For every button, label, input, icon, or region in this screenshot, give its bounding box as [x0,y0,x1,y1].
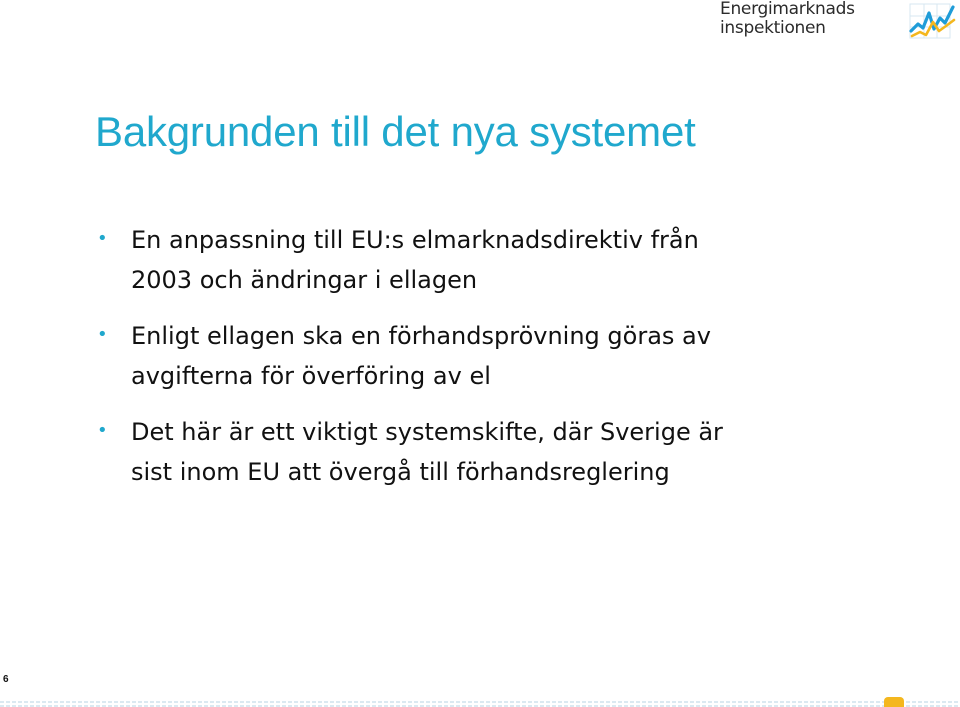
bullet-list [95,220,895,508]
bullet-point-icon: • [97,228,108,249]
logo-line-1: Energimarknads [720,0,855,19]
bullet-line: avgifterna för överföring av el [131,362,491,390]
bullet-line: Det här är ett viktigt systemskifte, där Sverige är [131,418,723,446]
footer-dotted-band [0,697,960,707]
bullet-item [95,412,895,492]
bullet-point-icon: • [97,324,108,345]
slide-title: Bakgrunden till det nya systemet [95,108,696,155]
bullet-line: Enligt ellagen ska en förhandsprövning göras av [131,322,711,350]
bullet-line: En anpassning till EU:s elmarknadsdirektiv från [131,226,699,254]
page-number: 6 [3,674,9,685]
bullet-line: sist inom EU att övergå till förhandsreglering [131,458,670,486]
energimarknadsinspektionen-logo [720,0,956,44]
bullet-item [95,220,895,300]
bullet-item [95,316,895,396]
bullet-point-icon: • [97,420,108,441]
bullet-line: 2003 och ändringar i ellagen [131,266,478,294]
footer-accent-tab [884,697,904,707]
logo-line-2: inspektionen [720,18,826,38]
logo-wordmark [720,0,855,38]
energy-chart-icon [908,2,956,42]
